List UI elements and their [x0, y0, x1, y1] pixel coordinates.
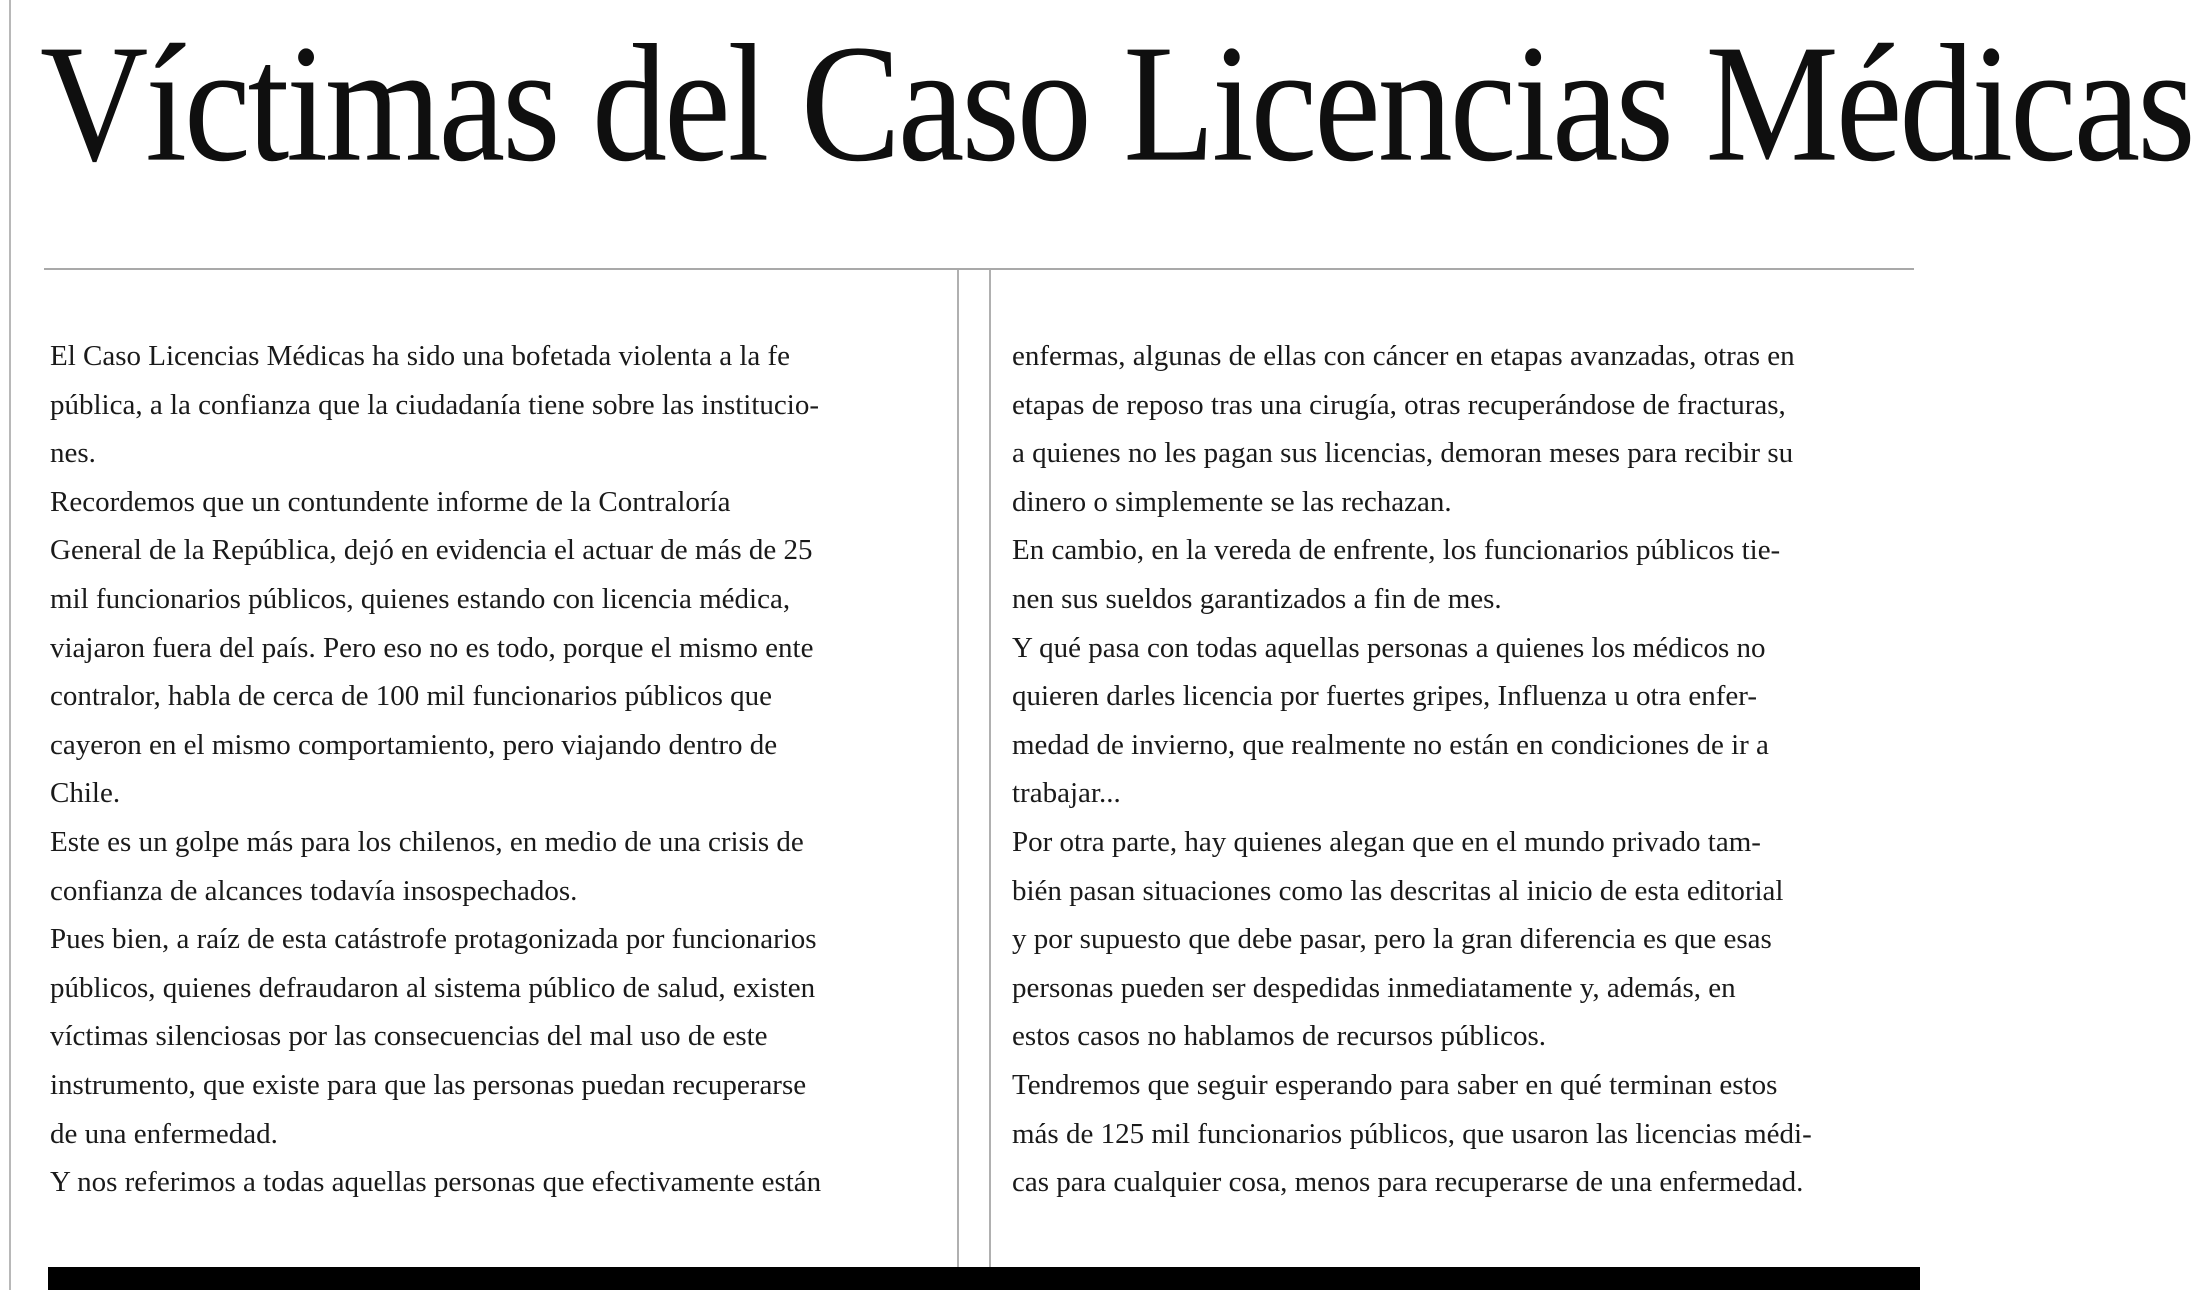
text-line: El Caso Licencias Médicas ha sido una bofetada violenta a la fe — [50, 340, 791, 372]
text-line: etapas de reposo tras una cirugía, otras recuperándose de fracturas, — [1012, 388, 1786, 421]
text-line: víctimas silenciosas por las consecuencias del mal uso de este — [50, 1020, 768, 1053]
text-line: bién pasan situaciones como las descritas al inicio de esta editorial — [1012, 874, 1784, 907]
text-line: cayeron en el mismo comportamiento, pero viajando dentro de — [50, 728, 778, 761]
text-line: confianza de alcances todavía insospechados. — [50, 874, 578, 907]
text-line: Por otra parte, hay quienes alegan que en el mundo privado tam- — [1012, 825, 1761, 858]
text-line: Recordemos que un contundente informe de la Contraloría — [50, 485, 731, 518]
page-left-rule — [9, 0, 11, 1290]
text-line: pública, a la confianza que la ciudadanía tiene sobre las institucio- — [50, 388, 819, 421]
text-line: de una enfermedad. — [50, 1117, 278, 1150]
text-line: medad de invierno, que realmente no están en condiciones de ir a — [1012, 728, 1769, 761]
text-line: trabajar... — [1012, 777, 1121, 810]
headline: Víctimas del Caso Licencias Médicas — [40, 10, 2193, 197]
text-line: viajaron fuera del país. Pero eso no es todo, porque el mismo ente — [50, 631, 814, 664]
text-line: Y nos referimos a todas aquellas personas que efectivamente están — [50, 1166, 822, 1199]
text-line: enfermas, algunas de ellas con cáncer en etapas avanzadas, otras en — [1012, 340, 1795, 372]
text-line: contralor, habla de cerca de 100 mil funcionarios públicos que — [50, 680, 772, 713]
text-line: Chile. — [50, 777, 121, 810]
text-line: cas para cualquier cosa, menos para recuperarse de una enfermedad. — [1012, 1166, 1804, 1199]
text-line: Pues bien, a raíz de esta catástrofe protagonizada por funcionarios — [50, 923, 817, 956]
text-line: y por supuesto que debe pasar, pero la gran diferencia es que esas — [1012, 923, 1772, 956]
text-line: En cambio, en la vereda de enfrente, los funcionarios públicos tie- — [1012, 534, 1781, 567]
text-line: instrumento, que existe para que las personas puedan recuperarse — [50, 1068, 807, 1101]
text-line: Tendremos que seguir esperando para saber en qué terminan estos — [1012, 1068, 1778, 1101]
text-line: quieren darles licencia por fuertes gripes, Influenza u otra enfer- — [1012, 680, 1757, 713]
text-line: públicos, quienes defraudaron al sistema público de salud, existen — [50, 971, 816, 1004]
text-line: mil funcionarios públicos, quienes estando con licencia médica, — [50, 582, 791, 615]
headline-divider — [44, 268, 1914, 270]
text-line: General de la República, dejó en evidencia el actuar de más de 25 — [50, 534, 813, 567]
text-line: a quienes no les pagan sus licencias, demoran meses para recibir su — [1012, 437, 1794, 470]
text-line: nes. — [50, 437, 96, 470]
column-divider-left — [957, 270, 959, 1268]
left-column — [50, 332, 950, 1207]
text-line: nen sus sueldos garantizados a fin de mes. — [1012, 582, 1502, 615]
text-line: Y qué pasa con todas aquellas personas a quienes los médicos no — [1012, 631, 1766, 664]
right-column — [1012, 332, 1917, 1207]
text-line: Este es un golpe más para los chilenos, en medio de una crisis de — [50, 825, 804, 858]
text-line: estos casos no hablamos de recursos públicos. — [1012, 1020, 1546, 1053]
text-line: dinero o simplemente se las rechazan. — [1012, 485, 1452, 518]
text-line: personas pueden ser despedidas inmediatamente y, además, en — [1012, 971, 1736, 1004]
column-divider-right — [989, 270, 991, 1268]
text-line: más de 125 mil funcionarios públicos, que usaron las licencias médi- — [1012, 1117, 1812, 1150]
bottom-black-bar — [48, 1267, 1920, 1290]
